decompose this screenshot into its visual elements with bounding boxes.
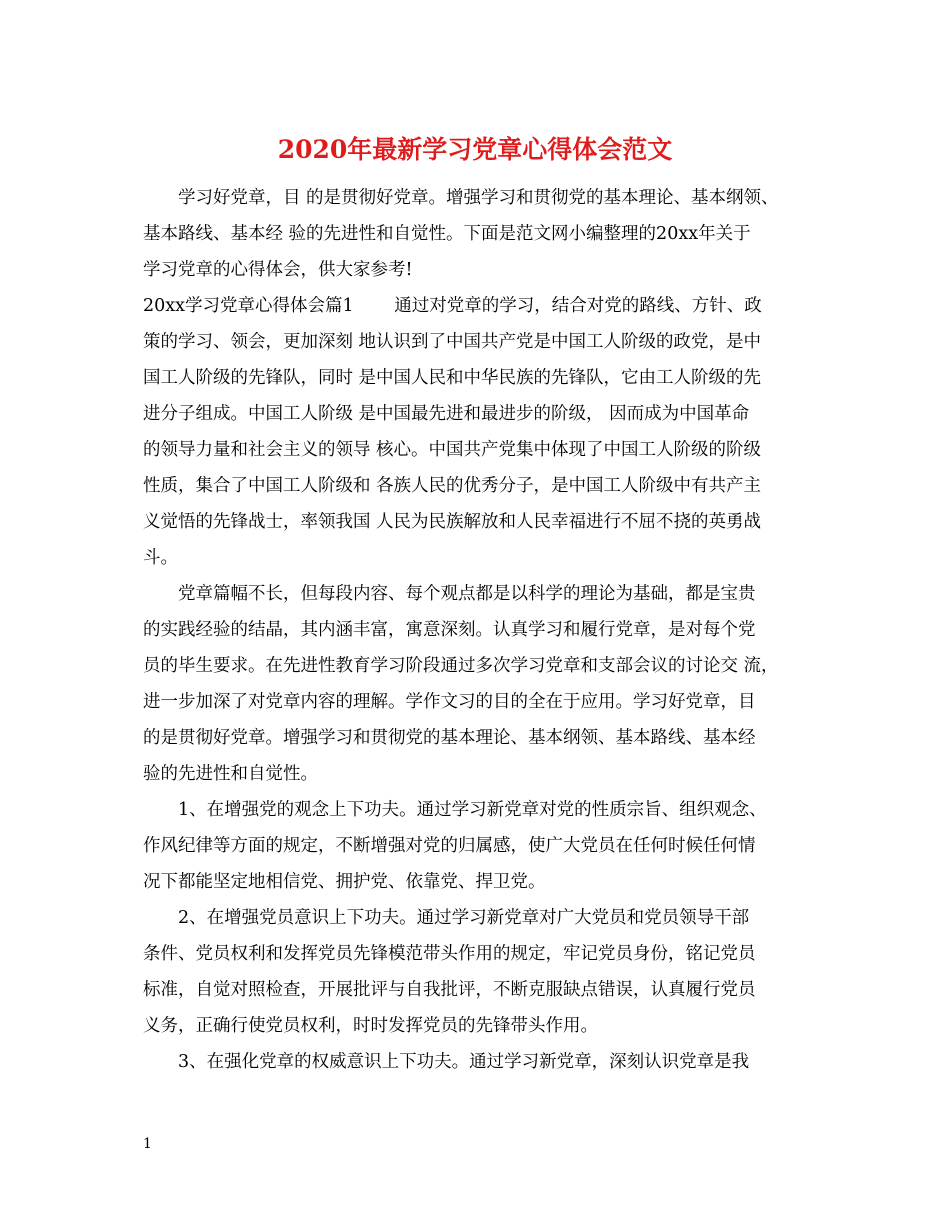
text-line: 进分子组成。中国工人阶级 是中国最先进和最进步的阶级， 因而成为中国革命 — [143, 404, 750, 424]
text-line: 20xx学习党章心得体会篇1 通过对党章的学习，结合对党的路线、方针、政 — [143, 296, 762, 316]
text-line: 党章篇幅不长，但每段内容、每个观点都是以科学的理论为基础，都是宝贵 — [178, 584, 756, 604]
text-line: 3、在强化党章的权威意识上下功夫。通过学习新党章，深刻认识党章是我 — [178, 1052, 750, 1072]
text-line: 况下都能坚定地相信党、拥护党、依靠党、捍卫党。 — [143, 872, 546, 892]
text-line: 2、在增强党员意识上下功夫。通过学习新党章对广大党员和党员领导干部 — [178, 908, 750, 928]
text-line: 国工人阶级的先锋队，同时 是中国人民和中华民族的先锋队，它由工人阶级的先 — [143, 368, 762, 388]
text-line: 条件、党员权利和发挥党员先锋模范带头作用的规定，牢记党员身份，铭记党员 — [143, 944, 756, 964]
document-title: 2020年最新学习党章心得体会范文 — [277, 135, 673, 164]
text-line: 作风纪律等方面的规定，不断增强对党的归属感，使广大党员在任何时候任何情 — [143, 836, 756, 856]
document-body — [143, 180, 808, 1080]
text-line: 标准，自觉对照检查，开展批评与自我批评，不断克服缺点错误，认真履行党员 — [143, 980, 756, 1000]
text-line: 学习党章的心得体会，供大家参考! — [143, 260, 413, 280]
text-line: 的实践经验的结晶，其内涵丰富，寓意深刻。认真学习和履行党章，是对每个党 — [143, 620, 756, 640]
text-line: 性质，集合了中国工人阶级和 各族人民的优秀分子，是中国工人阶级中有共产主 — [143, 476, 762, 496]
text-line: 义务，正确行使党员权利，时时发挥党员的先锋带头作用。 — [143, 1016, 598, 1036]
text-line: 的是贯彻好党章。增强学习和贯彻党的基本理论、基本纲领、基本路线、基本经 — [143, 728, 756, 748]
text-line: 基本路线、基本经 验的先进性和自觉性。下面是范文网小编整理的20xx年关于 — [143, 224, 751, 244]
text-line: 策的学习、领会，更加深刻 地认识到了中国共产党是中国工人阶级的政党，是中 — [143, 332, 762, 352]
text-line: 学习好党章，目 的是贯彻好党章。增强学习和贯彻党的基本理论、基本纲领、 — [178, 188, 779, 208]
text-line: 员的毕生要求。在先进性教育学习阶段通过多次学习党章和支部会议的讨论交 流， — [143, 656, 779, 676]
text-line: 义觉悟的先锋战士，率领我国 人民为民族解放和人民幸福进行不屈不挠的英勇战 — [143, 512, 762, 532]
text-line: 验的先进性和自觉性。 — [143, 764, 318, 784]
text-line: 的领导力量和社会主义的领导 核心。中国共产党集中体现了中国工人阶级的阶级 — [143, 440, 762, 460]
text-line: 斗。 — [143, 548, 178, 568]
text-line: 1、在增强党的观念上下功夫。通过学习新党章对党的性质宗旨、组织观念、 — [178, 800, 767, 820]
page-number: 1 — [143, 1136, 152, 1152]
text-line: 进一步加深了对党章内容的理解。学作文习的目的全在于应用。学习好党章，目 — [143, 692, 756, 712]
